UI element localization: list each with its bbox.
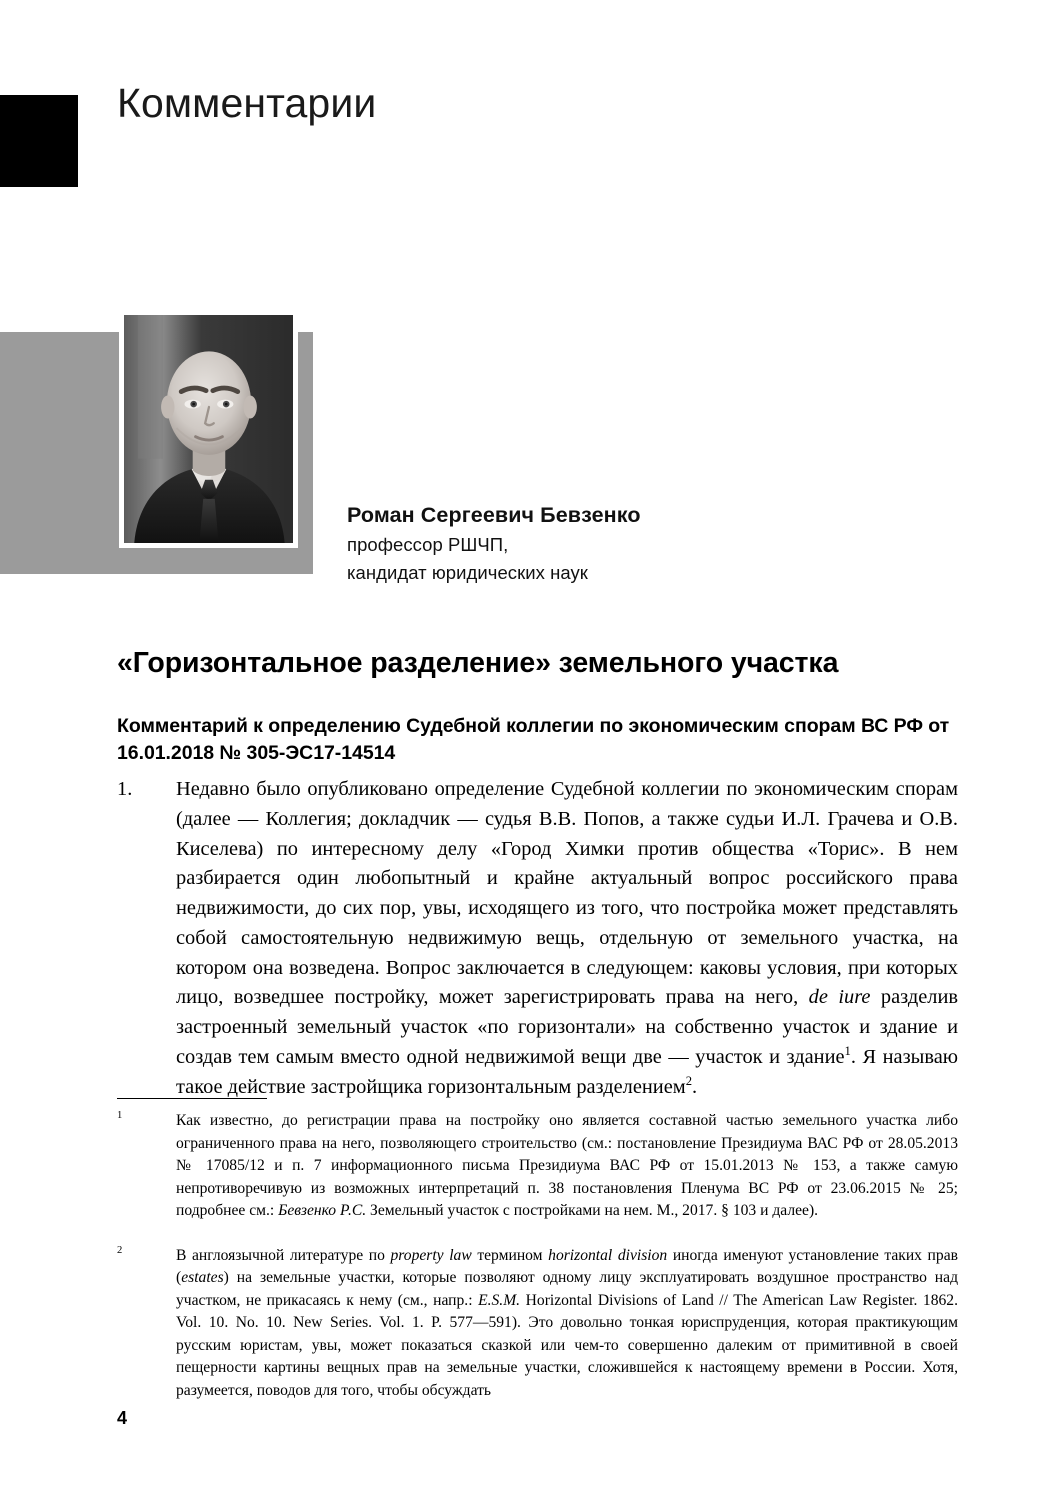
author-role-line-2: кандидат юридических наук (347, 561, 588, 583)
author-role-line-1: профессор РШЧП, (347, 533, 509, 555)
paragraph-italic-de-iure: de iure (808, 986, 871, 1009)
footnote-2-italic-horizontal-division: horizontal division (548, 1246, 668, 1264)
running-head-marker-block (0, 95, 78, 187)
article-subtitle: Комментарий к определению Судебной коллегии по экономическим спорам ВС РФ от 16.01.2018 № 305-ЭС17-14514 (117, 715, 950, 765)
footnote-2-italic-property-law: property law (390, 1246, 472, 1264)
running-head (0, 80, 960, 187)
footnote-1-text-part-1: Как известно, до регистрации права на постройку оно является составной частью земельного участка либо ограниченного права на него, позволяющего строительство (см.: постановление Президиума ВАС РФ от 28.05.2013 № 17085/12 и п. 7 информационного письма Президиума ВАС РФ от 15.01.2013 № 153, а также самую непротиворечивую из возможных интерпретаций п. 38 постановления Пленума ВС РФ от 23.06.2015 № 25; подробнее см.: (176, 1112, 958, 1220)
author-photo-frame (119, 310, 298, 548)
running-head-title: Комментарии (117, 80, 377, 126)
paragraph-number: 1. (117, 778, 133, 800)
footnote-2-text-part-4: ) на земельные участки, которые позволяют одному лицу эксплуатировать воздушное пространство над участком, не прикасаясь к нему (см., напр.: (176, 1269, 958, 1309)
footnote-2-italic-estates: estates (181, 1269, 224, 1287)
article-body (117, 775, 958, 1102)
paragraph-text-part-3: . Я называю такое действие застройщика горизонтальным разделением (176, 1045, 958, 1098)
author-name: Роман Сергеевич Бевзенко (347, 503, 641, 527)
author-meta (347, 500, 907, 587)
paragraph-text-part-4: . (692, 1075, 698, 1098)
footnote-1-text-part-2: Земельный участок с постройками на нем. М., 2017. § 103 и далее). (366, 1202, 819, 1220)
footnote-1-italic-author: Бевзенко Р.С. (278, 1202, 367, 1220)
footnote-2-text-part-3: иногда именуют установление таких прав ( (176, 1246, 958, 1287)
footnote-ref-2[interactable]: 2 (685, 1073, 692, 1088)
footnotes-area (117, 1110, 958, 1424)
paragraph-text-part-2: разделив застроенный земельный участок «по горизонтали» на собственно участок и здание и создав тем самым вместо одной недвижимой вещи две — участок и здание (176, 986, 959, 1068)
footnote-ref-1[interactable]: 1 (844, 1043, 851, 1058)
footnote-2-text-part-2: термином (471, 1246, 549, 1264)
article-title: «Горизонтальное разделение» земельного участка (117, 647, 839, 680)
footnote-2-text-part-1: В англоязычной литературе по (176, 1246, 391, 1264)
footnote-2-text-part-5: Horizontal Divisions of Land // The American Law Register. 1862. Vol. 10. No. 10. New Series. Vol. 1. P. 577—591). Это довольно тонкая юриспруденция, которая практикующим русским юристам, увы, может показаться сказкой или чем-то совершенно далеким от примитивной в своей пещерности картины вещных прав на земельные участки, сложившейся к настоящему времени в России. Хотя, разумеется, поводов для того, чтобы обсуждать (176, 1291, 958, 1399)
paragraph-text-part-1: Недавно было опубликовано определение Судебной коллегии по экономическим спорам (далее — Коллегия; докладчик — судья В.В. Попов, а также судьи И.Л. Грачева и О.В. Киселева) по интересному делу «Город Химки против общества «Торис». В нем разбирается один любопытный и крайне актуальный вопрос российского права недвижимости, до сих пор, увы, исходящего из того, что постройка может представлять собой самостоятельную недвижимую вещь, отдельную от земельного участка, на котором она возведена. Вопрос заключается в следующем: каковы условия, при которых лицо, возведшее постройку, может зарегистрировать права на него, (176, 778, 958, 1009)
author-portrait-photo (124, 315, 293, 543)
footnote-2 (117, 1245, 958, 1403)
footnote-1-marker: 1 (117, 1110, 123, 1121)
footnote-2-italic-esm: E.S.M. (478, 1291, 521, 1309)
footnote-2-marker: 2 (117, 1244, 123, 1256)
page-number: 4 (117, 1408, 128, 1428)
body-paragraph-1 (117, 775, 958, 1102)
footnote-separator-rule (117, 1098, 267, 1099)
footnote-1 (117, 1110, 958, 1223)
